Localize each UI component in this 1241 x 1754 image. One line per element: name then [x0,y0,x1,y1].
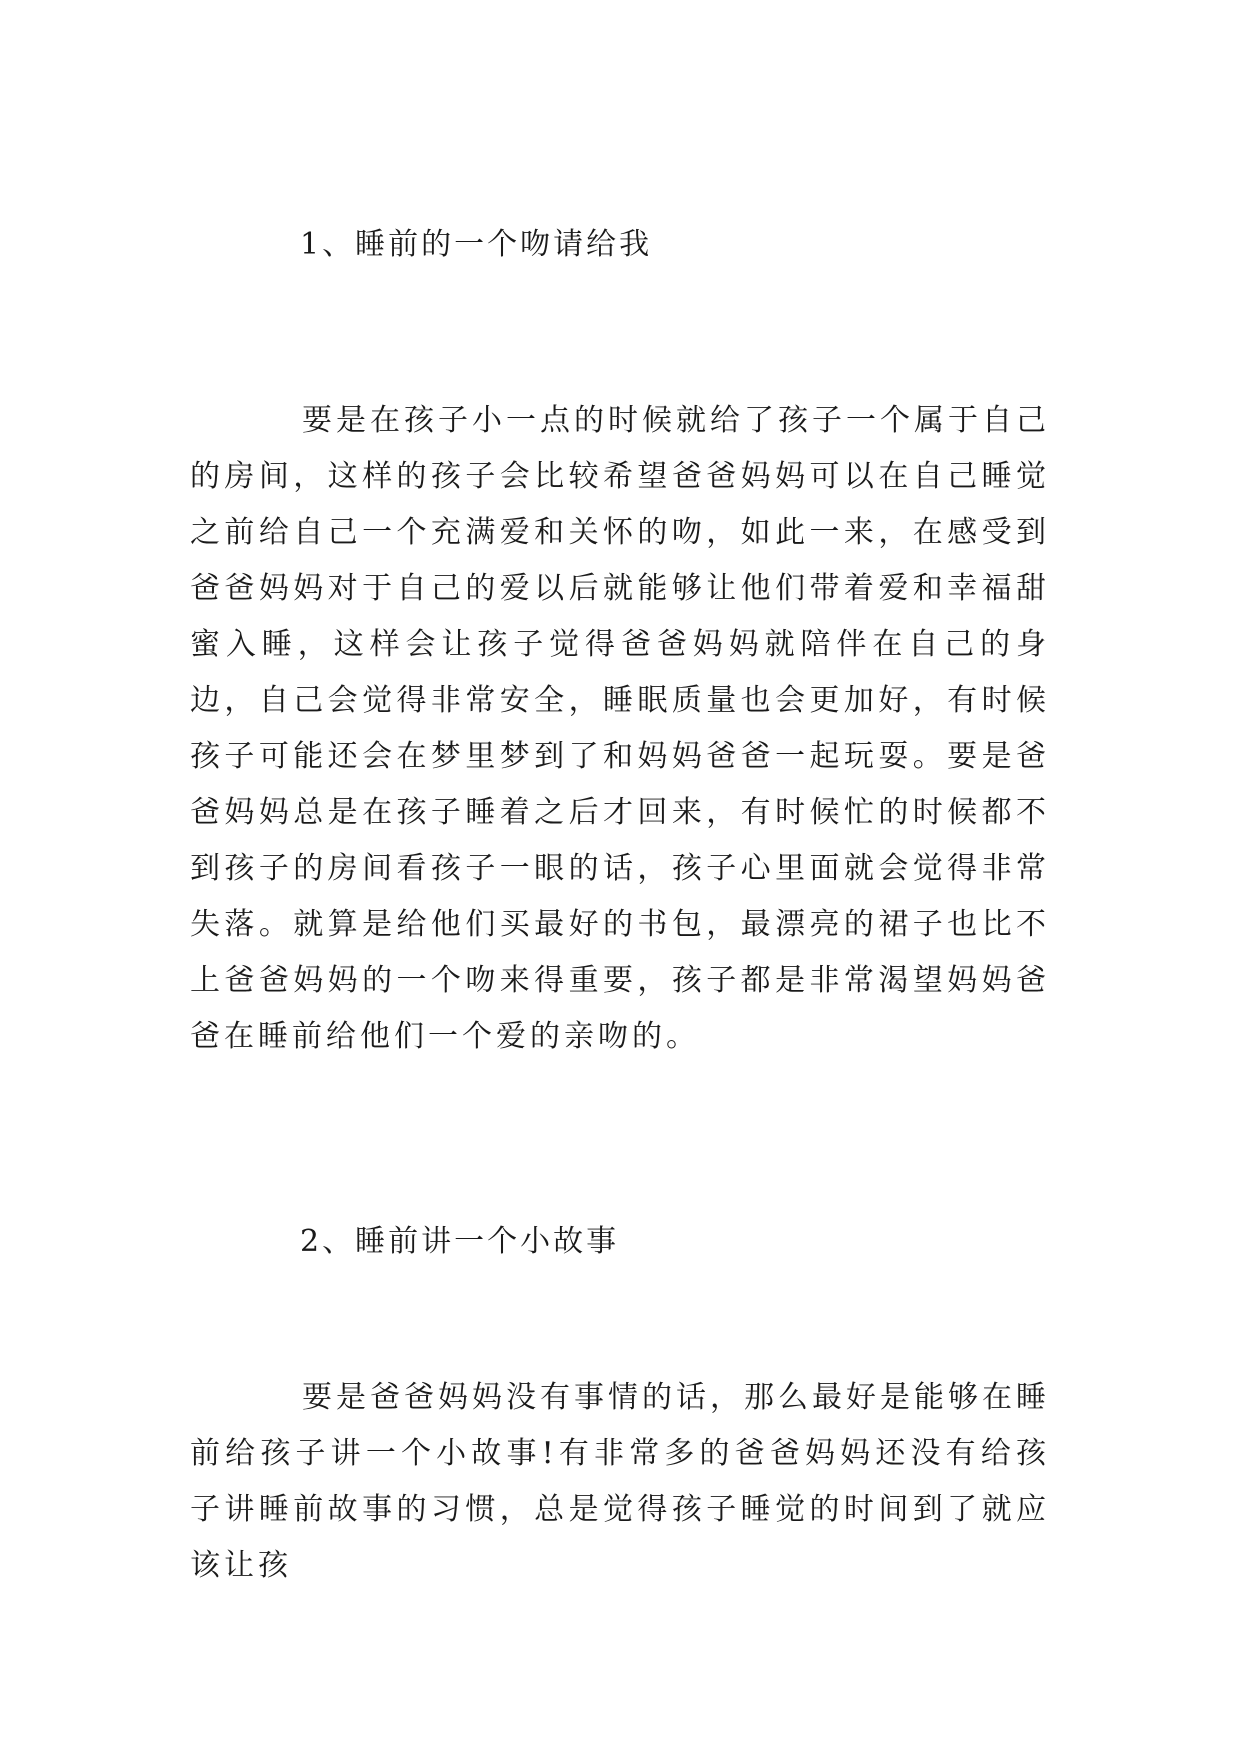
section-heading: 2、睡前讲一个小故事 [300,1224,620,1259]
section-paragraph: 要是在孩子小一点的时候就给了孩子一个属于自己的房间，这样的孩子会比较希望爸爸妈妈可以在自己睡觉之前给自己一个充满爱和关怀的吻，如此一来，在感受到爸爸妈妈对于自己的爱以后就能够让他们带着爱和幸福甜蜜入睡，这样会让孩子觉得爸爸妈妈就陪伴在自己的身边，自己会觉得非常安全，睡眠质量也会更加好，有时候孩子可能还会在梦里梦到了和妈妈爸爸一起玩耍。要是爸爸妈妈总是在孩子睡着之后才回来，有时候忙的时候都不到孩子的房间看孩子一眼的话，孩子心里面就会觉得非常失落。就算是给他们买最好的书包，最漂亮的裙子也比不上爸爸妈妈的一个吻来得重要，孩子都是非常渴望妈妈爸爸在睡前给他们一个爱的亲吻的。 [190,403,1050,1054]
section-heading: 1、睡前的一个吻请给我 [300,227,653,262]
section-paragraph: 要是爸爸妈妈没有事情的话，那么最好是能够在睡前给孩子讲一个小故事!有非常多的爸爸妈妈还没有给孩子讲睡前故事的习惯，总是觉得孩子睡觉的时间到了就应该让孩 [190,1380,1050,1583]
